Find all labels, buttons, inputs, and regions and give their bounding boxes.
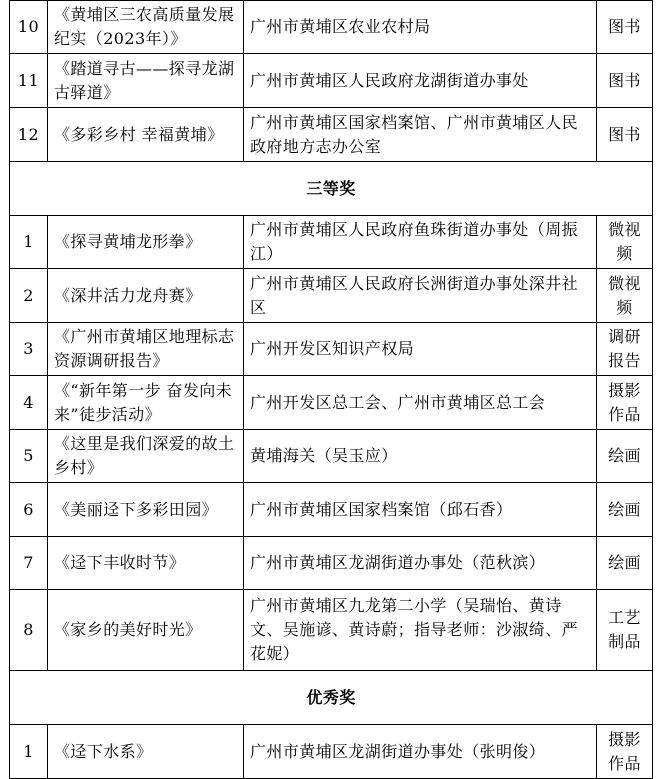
section-heading: 三等奖 bbox=[10, 162, 653, 216]
work-title: 《踏道寻古——探寻龙湖古驿道》 bbox=[48, 54, 244, 108]
row-number: 3 bbox=[10, 323, 48, 376]
awards-table-wrapper bbox=[9, 0, 652, 779]
row-number: 4 bbox=[10, 376, 48, 430]
work-type: 摄影作品 bbox=[597, 376, 653, 430]
work-type: 绘画 bbox=[597, 483, 653, 537]
table-row bbox=[10, 216, 653, 269]
table-row bbox=[10, 269, 653, 323]
table-row bbox=[10, 590, 653, 671]
submitting-unit: 广州市黄埔区国家档案馆、广州市黄埔区人民政府地方志办公室 bbox=[244, 108, 597, 162]
work-type: 微视频 bbox=[597, 269, 653, 323]
work-title: 《广州市黄埔区地理标志资源调研报告》 bbox=[48, 323, 244, 376]
work-type: 工艺制品 bbox=[597, 590, 653, 671]
section-row-excellence-prize bbox=[10, 671, 653, 725]
work-type: 图书 bbox=[597, 1, 653, 54]
work-type: 微视频 bbox=[597, 216, 653, 269]
row-number: 6 bbox=[10, 483, 48, 537]
work-type: 绘画 bbox=[597, 430, 653, 483]
submitting-unit: 广州市黄埔区龙湖街道办事处（范秋滨） bbox=[244, 537, 597, 590]
work-title: 《黄埔区三农高质量发展纪实（2023年）》 bbox=[48, 1, 244, 54]
work-title: 《“新年第一步 奋发向未来”徒步活动》 bbox=[48, 376, 244, 430]
work-type: 绘画 bbox=[597, 537, 653, 590]
submitting-unit: 广州市黄埔区龙湖街道办事处（张明俊） bbox=[244, 725, 597, 779]
work-title: 《深井活力龙舟赛》 bbox=[48, 269, 244, 323]
table-row bbox=[10, 725, 653, 779]
row-number: 12 bbox=[10, 108, 48, 162]
work-title: 《探寻黄埔龙形拳》 bbox=[48, 216, 244, 269]
table-row bbox=[10, 430, 653, 483]
row-number: 1 bbox=[10, 216, 48, 269]
table-row bbox=[10, 323, 653, 376]
submitting-unit: 广州市黄埔区九龙第二小学（吴瑞怡、黄诗文、吴施谚、黄诗蔚；指导老师：沙淑绮、严花妮） bbox=[244, 590, 597, 671]
submitting-unit: 黄埔海关（吴玉应） bbox=[244, 430, 597, 483]
work-title: 《迳下水系》 bbox=[48, 725, 244, 779]
work-type: 图书 bbox=[597, 54, 653, 108]
section-heading: 优秀奖 bbox=[10, 671, 653, 725]
work-title: 《这里是我们深爱的故土乡村》 bbox=[48, 430, 244, 483]
row-number: 5 bbox=[10, 430, 48, 483]
row-number: 1 bbox=[10, 725, 48, 779]
work-title: 《迳下丰收时节》 bbox=[48, 537, 244, 590]
submitting-unit: 广州市黄埔区人民政府龙湖街道办事处 bbox=[244, 54, 597, 108]
work-type: 调研报告 bbox=[597, 323, 653, 376]
submitting-unit: 广州市黄埔区农业农村局 bbox=[244, 1, 597, 54]
awards-table bbox=[9, 0, 653, 779]
table-row bbox=[10, 54, 653, 108]
work-type: 摄影作品 bbox=[597, 725, 653, 779]
submitting-unit: 广州市黄埔区人民政府长洲街道办事处深井社区 bbox=[244, 269, 597, 323]
work-title: 《家乡的美好时光》 bbox=[48, 590, 244, 671]
table-row bbox=[10, 483, 653, 537]
work-type: 图书 bbox=[597, 108, 653, 162]
section-row-third-prize bbox=[10, 162, 653, 216]
row-number: 10 bbox=[10, 1, 48, 54]
row-number: 7 bbox=[10, 537, 48, 590]
work-title: 《多彩乡村 幸福黄埔》 bbox=[48, 108, 244, 162]
work-title: 《美丽迳下多彩田园》 bbox=[48, 483, 244, 537]
row-number: 11 bbox=[10, 54, 48, 108]
submitting-unit: 广州开发区总工会、广州市黄埔区总工会 bbox=[244, 376, 597, 430]
table-row bbox=[10, 108, 653, 162]
table-row bbox=[10, 1, 653, 54]
row-number: 8 bbox=[10, 590, 48, 671]
table-row bbox=[10, 376, 653, 430]
submitting-unit: 广州开发区知识产权局 bbox=[244, 323, 597, 376]
submitting-unit: 广州市黄埔区人民政府鱼珠街道办事处（周振江） bbox=[244, 216, 597, 269]
table-row bbox=[10, 537, 653, 590]
submitting-unit: 广州市黄埔区国家档案馆（邱石香） bbox=[244, 483, 597, 537]
row-number: 2 bbox=[10, 269, 48, 323]
